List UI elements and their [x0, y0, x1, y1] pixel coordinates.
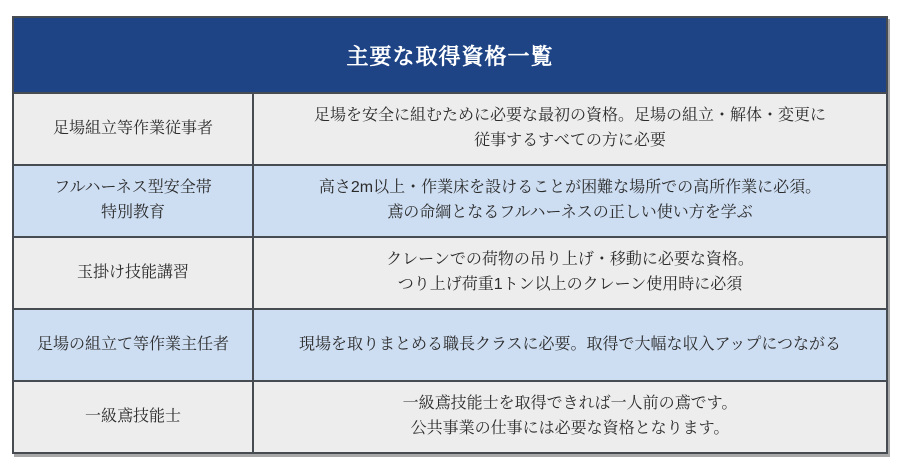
table-row — [14, 380, 886, 452]
qualification-name-line2: 特別教育 — [100, 204, 165, 221]
description-line2: 従事するすべての方に必要 — [474, 132, 666, 149]
description-cell — [254, 238, 886, 308]
table-row — [14, 308, 886, 380]
description-cell — [254, 94, 886, 164]
qualification-name: 足場組立等作業従事者 — [52, 119, 213, 137]
description-line1: 現場を取りまとめる職長クラスに必要。取得で大幅な収入アップにつながる — [298, 335, 842, 353]
qualification-cell — [14, 310, 254, 380]
qualification-cell — [14, 166, 254, 236]
description-cell — [254, 310, 886, 380]
description-line1: 高さ2m以上・作業床を設けることが困難な場所での高所作業に必須。 — [318, 179, 822, 197]
qualification-cell — [14, 238, 254, 308]
qualification-name: フルハーネス型安全帯 — [54, 179, 212, 197]
description-cell — [254, 382, 886, 452]
description-line2: つり上げ荷重1トン以上のクレーン使用時に必須 — [397, 276, 743, 293]
description-line2: 鳶の命綱となるフルハーネスの正しい使い方を学ぶ — [387, 204, 753, 221]
qualification-name: 一級鳶技能士 — [84, 407, 181, 425]
description-line1: クレーンでの荷物の吊り上げ・移動に必要な資格。 — [386, 251, 754, 269]
qualification-name: 玉掛け技能講習 — [76, 263, 189, 281]
table-row — [14, 164, 886, 236]
description-line1: 足場を安全に組むために必要な最初の資格。足場の組立・解体・変更に — [313, 107, 826, 125]
qualification-cell — [14, 94, 254, 164]
description-line1: 一級鳶技能士を取得できれば一人前の鳶です。 — [402, 395, 738, 413]
table-row — [14, 236, 886, 308]
qualification-table — [12, 16, 888, 454]
qualification-name: 足場の組立て等作業主任者 — [36, 335, 229, 353]
table-title: 主要な取得資格一覧 — [14, 18, 886, 92]
description-line2: 公共事業の仕事には必要な資格となります。 — [410, 420, 730, 437]
table-row — [14, 92, 886, 164]
qualification-cell — [14, 382, 254, 452]
description-cell — [254, 166, 886, 236]
